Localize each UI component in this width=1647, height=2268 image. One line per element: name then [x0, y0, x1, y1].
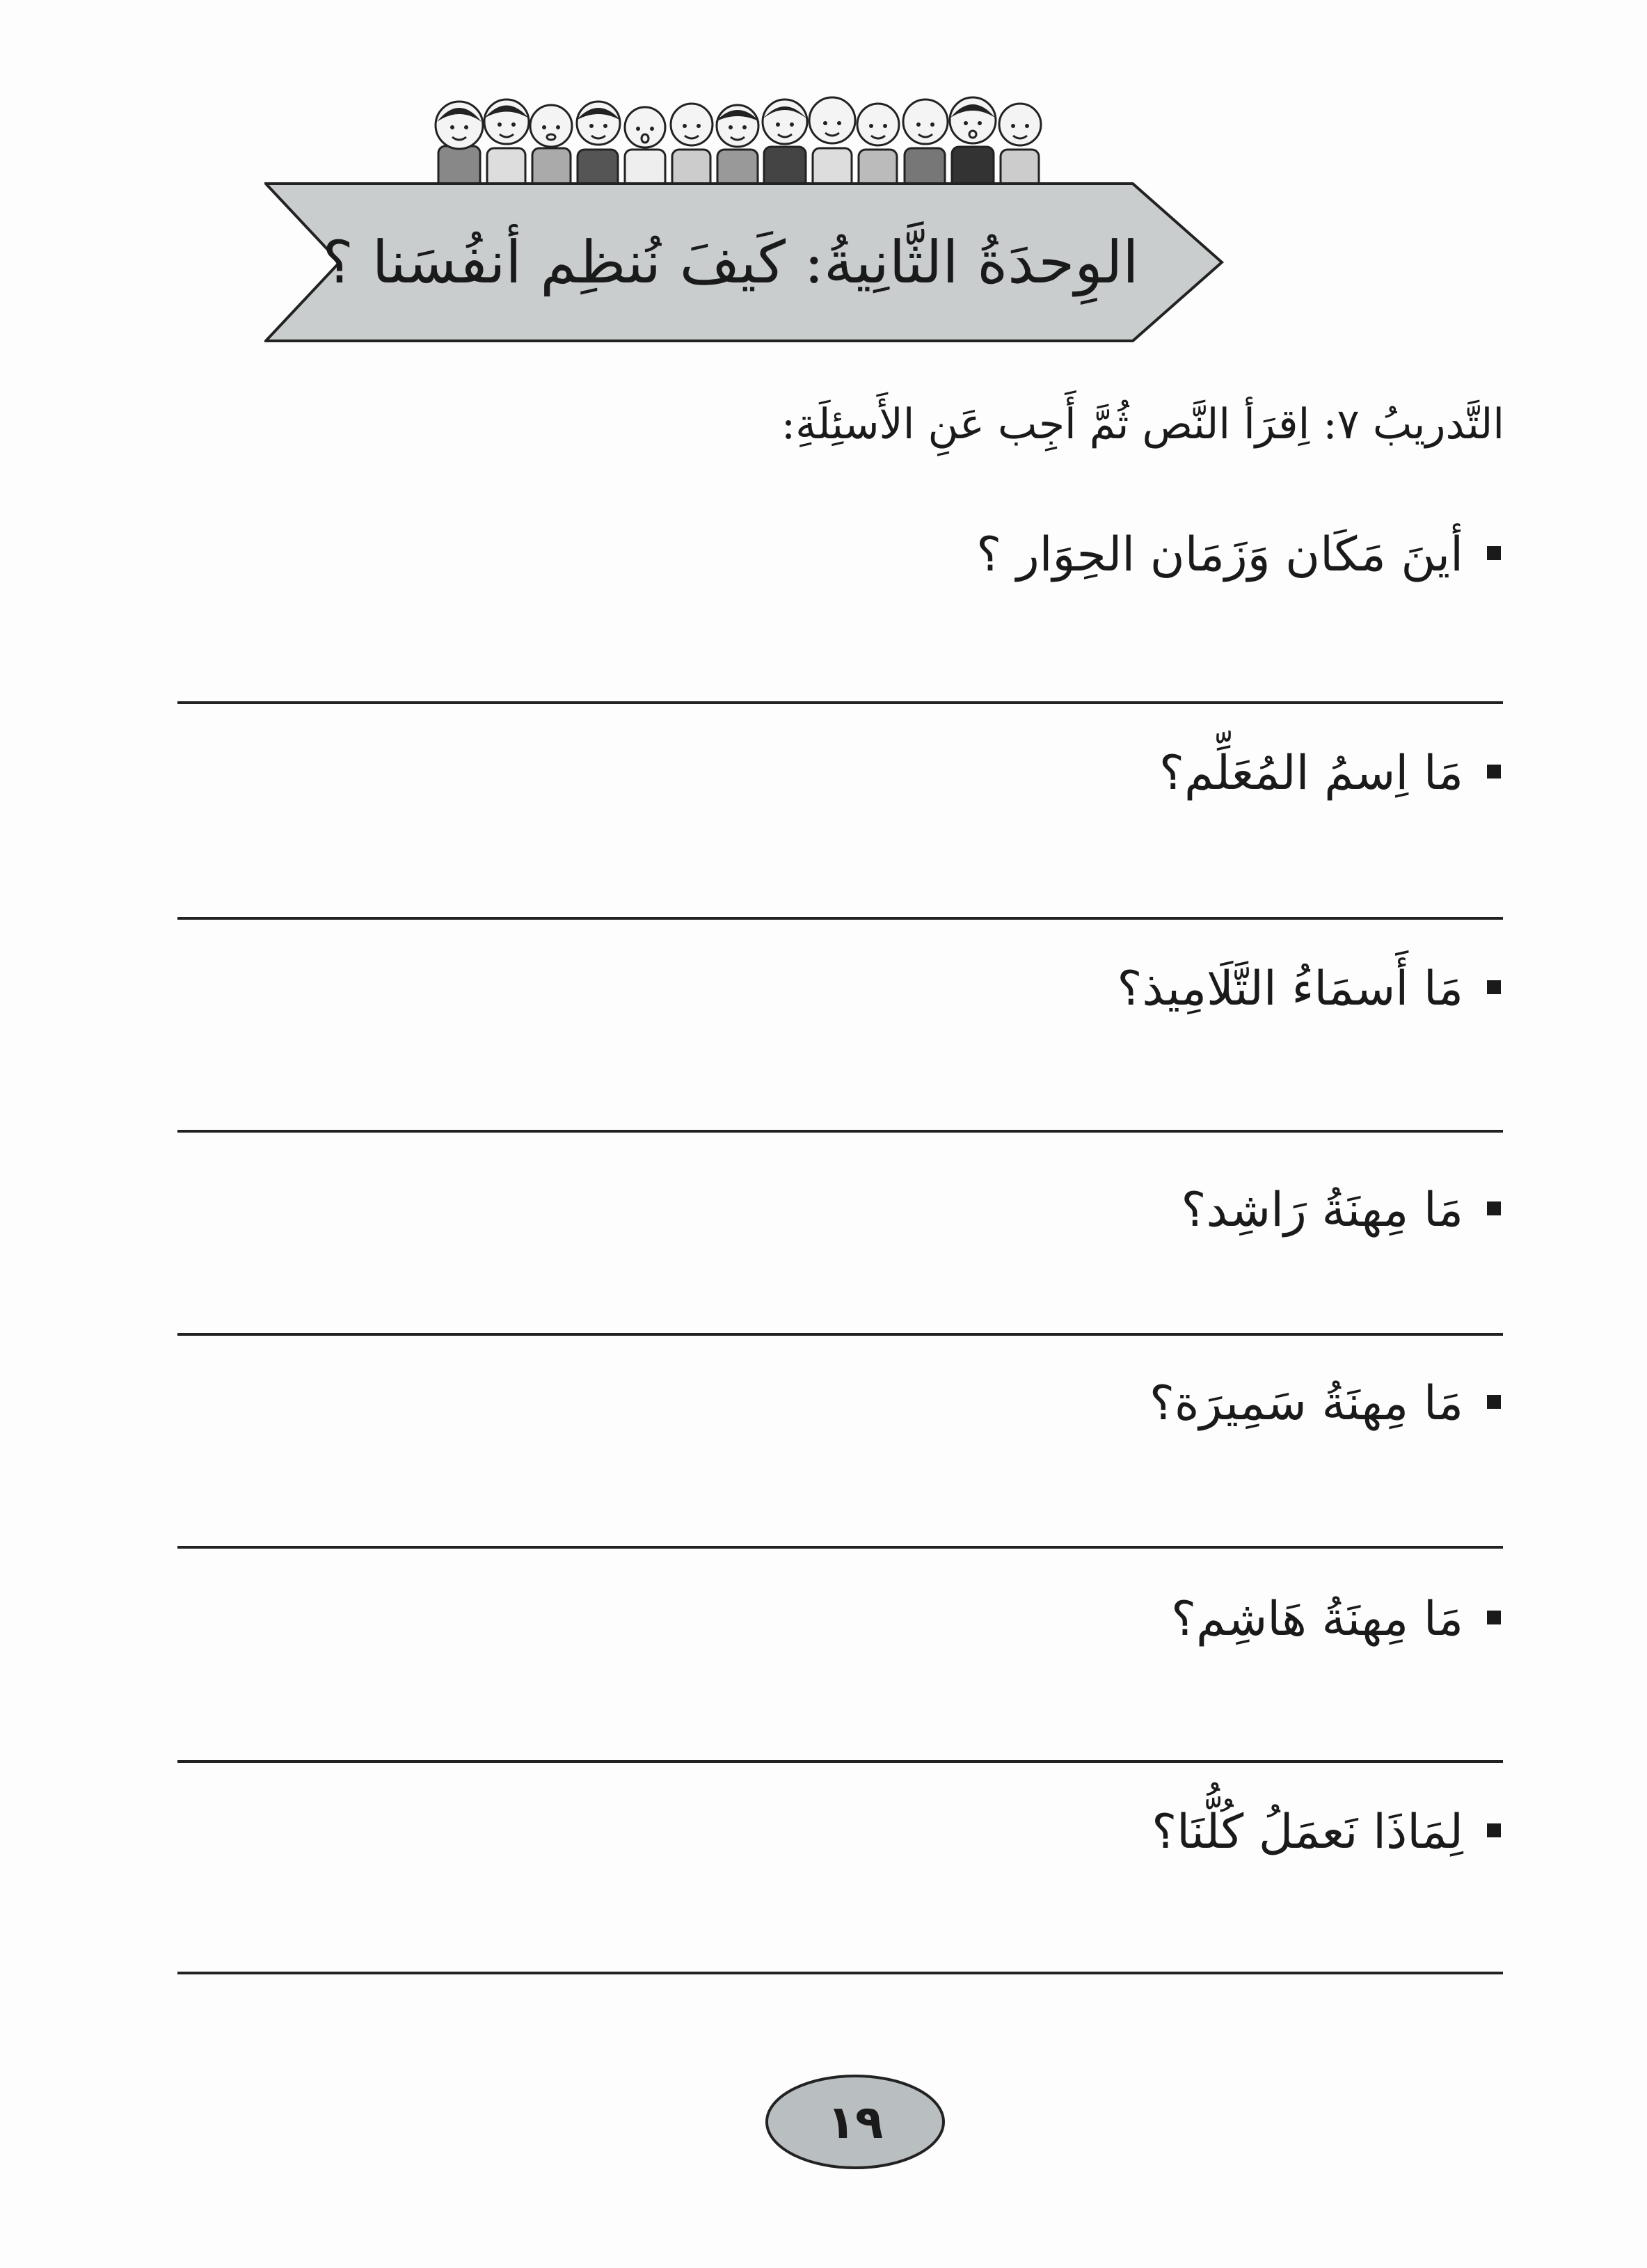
bullet-square-icon — [1487, 1395, 1501, 1409]
bullet-square-icon — [1487, 546, 1501, 560]
bullet-square-icon — [1487, 980, 1501, 994]
question-text: مَا اِسمُ المُعَلِّم؟ — [1159, 746, 1463, 801]
question-2 — [179, 739, 1501, 808]
question-text: مَا أَسمَاءُ التَّلَامِيذ؟ — [1117, 961, 1463, 1016]
unit-title: الوِحدَةُ الثَّانِيةُ: كَيفَ نُنظِم أنفُسَنا ؟ — [322, 228, 1139, 296]
question-6 — [179, 1585, 1501, 1654]
question-text: أينَ مَكَان وَزَمَان الحِوَار ؟ — [976, 527, 1463, 582]
answer-line-6[interactable] — [177, 1760, 1503, 1763]
question-7 — [179, 1798, 1501, 1867]
question-text: مَا مِهنَةُ رَاشِد؟ — [1181, 1183, 1463, 1238]
question-text: مَا مِهنَةُ سَمِيرَة؟ — [1149, 1376, 1463, 1431]
answer-line-7[interactable] — [177, 1972, 1503, 1974]
bullet-square-icon — [1487, 1823, 1501, 1837]
answer-line-3[interactable] — [177, 1130, 1503, 1133]
question-3 — [179, 955, 1501, 1024]
question-text: مَا مِهنَةُ هَاشِم؟ — [1170, 1592, 1463, 1647]
answer-line-2[interactable] — [177, 917, 1503, 920]
question-5 — [179, 1369, 1501, 1439]
exercise-instruction: التَّدريبُ ٧: اِقرَأ النَّص ثُمَّ أَجِب عَنِ الأَسئِلَةِ: — [781, 400, 1504, 449]
question-1 — [179, 520, 1501, 590]
bullet-square-icon — [1487, 1611, 1501, 1624]
answer-line-5[interactable] — [177, 1546, 1503, 1549]
answer-line-4[interactable] — [177, 1333, 1503, 1336]
question-4 — [179, 1176, 1501, 1245]
question-text: لِمَاذَا نَعمَلُ كُلُّنَا؟ — [1152, 1805, 1463, 1860]
answer-line-1[interactable] — [177, 701, 1503, 704]
children-group-illustration — [431, 80, 1044, 191]
bullet-square-icon — [1487, 1201, 1501, 1215]
page-number: ١٩ — [827, 2095, 884, 2149]
bullet-square-icon — [1487, 765, 1501, 778]
